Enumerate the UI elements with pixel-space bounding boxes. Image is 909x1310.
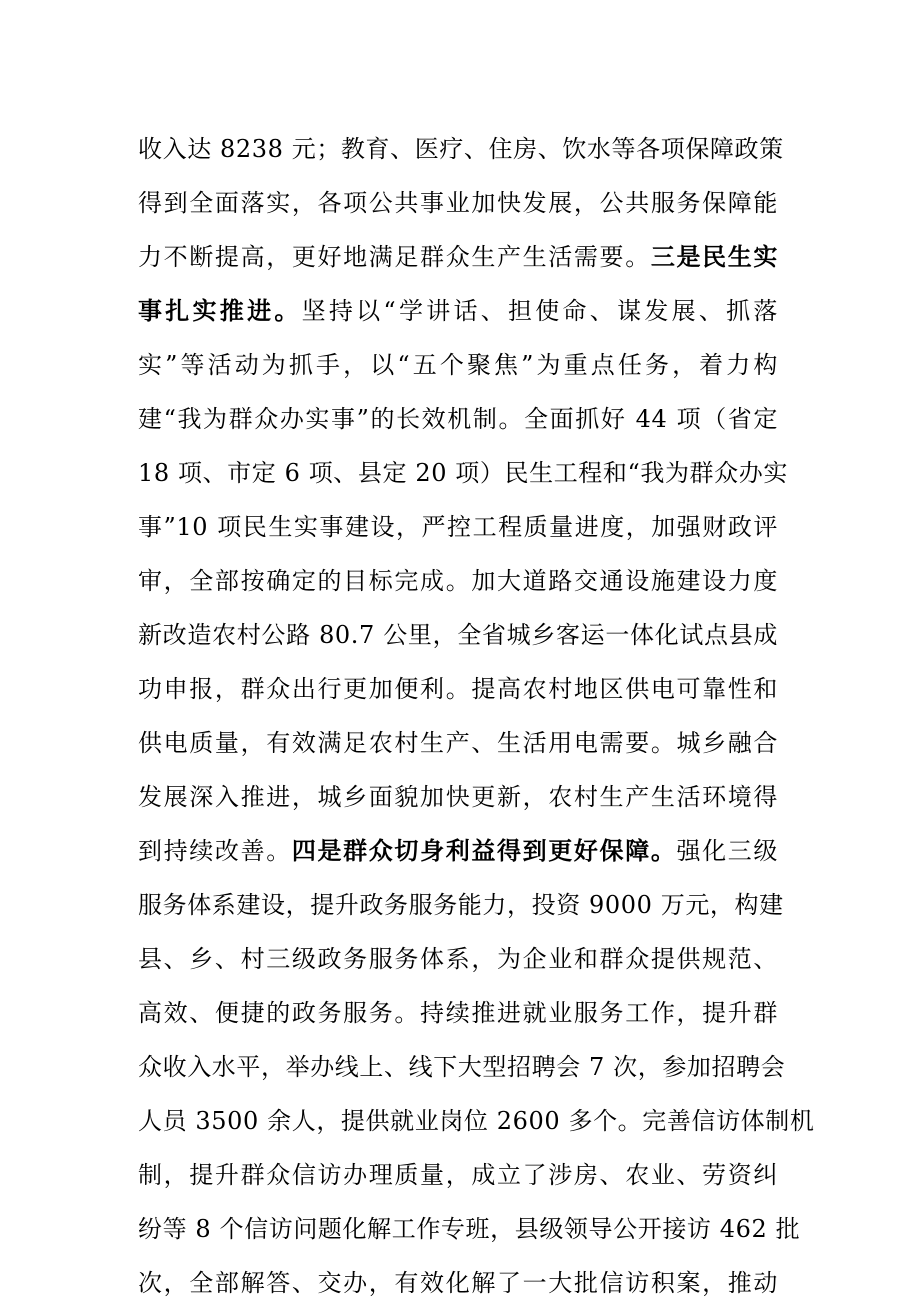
text-span: 功申报，群众出行更加便利。提高农村地区供电可靠性和 — [138, 675, 778, 703]
body-text — [138, 122, 815, 1310]
text-line — [138, 554, 778, 608]
text-span: 发展深入推进，城乡面貌加快更新，农村生产生活环境得 — [138, 783, 778, 811]
text-line — [138, 608, 778, 662]
text-span: 18 项、市定 6 项、县定 20 项）民生工程和“我为群众办实 — [138, 459, 788, 487]
text-span: 坚持以“学讲话、担使命、谋发展、抓落 — [301, 297, 778, 325]
text-line — [138, 1202, 801, 1256]
text-line — [138, 284, 778, 338]
text-line — [138, 1256, 778, 1310]
text-span: 服务体系建设，提升政务服务能力，投资 9000 万元，构建 — [138, 891, 784, 919]
text-span: 县、乡、村三级政务服务体系，为企业和群众提供规范、 — [138, 945, 778, 973]
text-span: 高效、便捷的政务服务。持续推进就业服务工作，提升群 — [138, 999, 778, 1027]
text-span: 新改造农村公路 80.7 公里，全省城乡客运一体化试点县成 — [138, 621, 778, 649]
text-line — [138, 986, 778, 1040]
text-span: 纷等 8 个信访问题化解工作专班，县级领导公开接访 462 批 — [138, 1215, 801, 1243]
text-span: 人员 3500 余人，提供就业岗位 2600 多个。完善信访体制机 — [138, 1107, 815, 1135]
bold-heading-span: 三是民生实 — [650, 242, 779, 271]
text-span: 建“我为群众办实事”的长效机制。全面抓好 44 项（省定 — [138, 405, 778, 433]
text-line — [138, 500, 778, 554]
text-span: 得到全面落实，各项公共事业加快发展，公共服务保障能 — [138, 189, 778, 217]
text-line — [138, 824, 778, 878]
text-line — [138, 662, 778, 716]
text-line — [138, 1094, 815, 1148]
text-span: 实”等活动为抓手，以“五个聚焦”为重点任务，着力构 — [138, 351, 778, 379]
text-span: 众收入水平，举办线上、线下大型招聘会 7 次，参加招聘会 — [138, 1053, 786, 1081]
text-span: 收入达 8238 元；教育、医疗、住房、饮水等各项保障政策 — [138, 135, 784, 163]
text-line — [138, 932, 778, 986]
text-line — [138, 338, 778, 392]
text-span: 供电质量，有效满足农村生产、生活用电需要。城乡融合 — [138, 729, 778, 757]
text-line — [138, 878, 784, 932]
text-line — [138, 716, 778, 770]
text-line — [138, 176, 778, 230]
text-line — [138, 122, 784, 176]
text-line — [138, 392, 778, 446]
text-line — [138, 1148, 778, 1202]
bold-heading-span: 四是群众切身利益得到更好保障。 — [291, 836, 677, 865]
text-span: 审，全部按确定的目标完成。加大道路交通设施建设力度 — [138, 567, 778, 595]
text-line — [138, 770, 778, 824]
text-line — [138, 1040, 786, 1094]
text-span: 强化三级 — [676, 837, 779, 865]
bold-heading-span: 事扎实推进。 — [138, 296, 302, 325]
text-span: 制，提升群众信访办理质量，成立了涉房、农业、劳资纠 — [138, 1161, 778, 1189]
text-span: 力不断提高，更好地满足群众生产生活需要。 — [138, 243, 651, 271]
text-span: 次，全部解答、交办，有效化解了一大批信访积案，推动 — [138, 1269, 778, 1297]
text-span: 事”10 项民生实事建设，严控工程质量进度，加强财政评 — [138, 513, 778, 541]
text-span: 到持续改善。 — [138, 837, 292, 865]
text-line — [138, 446, 788, 500]
text-line — [138, 230, 778, 284]
